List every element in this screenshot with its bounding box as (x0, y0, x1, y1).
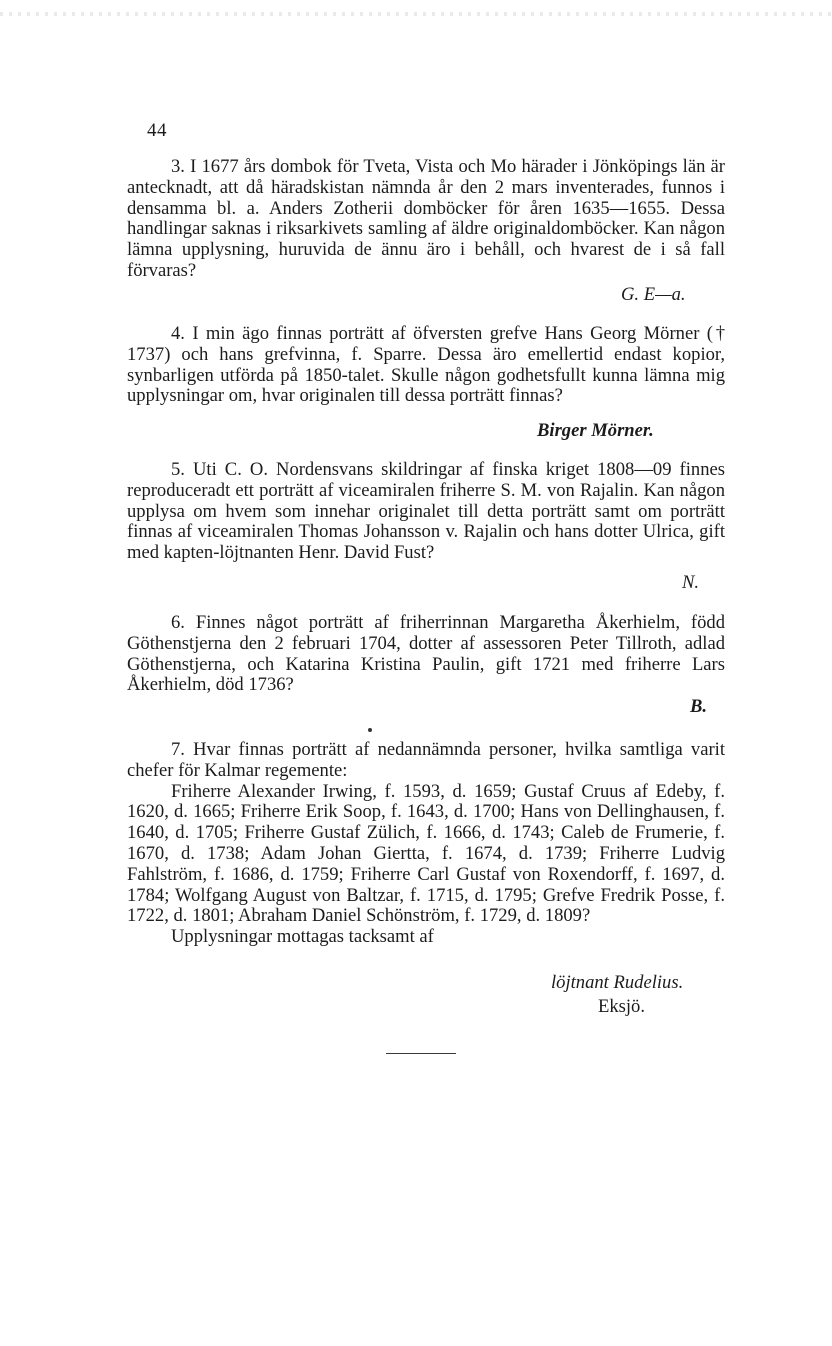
query-entry-3 (127, 157, 725, 282)
query-entry-5 (127, 460, 725, 564)
scan-edge-artifact (0, 12, 832, 16)
entry-paragraph: 7. Hvar finnas porträtt af nedannämnda personer, hvilka samtliga varit chefer för Kalmar regemente: (127, 739, 725, 781)
entry-paragraph: 6. Finnes något porträtt af friherrinnan Margaretha Åkerhielm, född Göthenstjerna den 2 februari 1704, dotter af assessoren Peter Tillroth, adlad Göthenstjerna, och Katarina Kristina Paulin, gift 1721 med friherre Lars Åkerhielm, död 1736? (127, 612, 725, 696)
entry-paragraph: 4. I min ägo finnas porträtt af öfversten grefve Hans Georg Mörner († 1737) och hans grefvinna, f. Sparre. Dessa äro emellertid endast kopior, synbarligen utförda på 1850-talet. Skulle någon godhetsfullt kunna lämna mig upplysningar om, hvar originalen till dessa porträtt finnas? (127, 323, 725, 407)
entry-paragraph: 3. I 1677 års dombok för Tveta, Vista och Mo härader i Jönköpings län är antecknadt, att då häradskistan nämnda år den 2 mars inventerades, funnos i densamma bl. a. Anders Zotherii domböcker för åren 1635—1655. Dessa handlingar saknas i riksarkivets samling af äldre originaldomböcker. Kan någon lämna upplysning, huruvida de ännu äro i behåll, och hvarest de i så fall förvaras? (127, 156, 725, 281)
section-divider (386, 1053, 456, 1054)
query-entry-4 (127, 324, 725, 407)
print-speck (368, 728, 372, 732)
entry-signature-3: G. E—a. (621, 284, 686, 305)
entry-paragraph: Upplysningar mottagas tacksamt af (171, 926, 434, 948)
entry-place-7: Eksjö. (598, 996, 646, 1017)
query-entry-7 (127, 740, 725, 948)
entry-signature-7: löjtnant Rudelius. (551, 972, 684, 993)
page-number: 44 (147, 120, 167, 141)
entry-signature-4: Birger Mörner. (537, 420, 654, 441)
entry-paragraph: 5. Uti C. O. Nordensvans skildringar af finska kriget 1808—09 finnes reproduceradt ett porträtt af viceamiralen friherre S. M. von Rajalin. Kan någon upplysa om hvem som innehar originalet till detta porträtt samt om porträtt finnas af viceamiralen Thomas Johansson v. Rajalin och hans dotter Ulrica, gift med kapten-löjtnanten Henr. David Fust? (127, 459, 725, 564)
entry-paragraph: Friherre Alexander Irwing, f. 1593, d. 1659; Gustaf Cruus af Edeby, f. 1620, d. 1665; Friherre Erik Soop, f. 1643, d. 1700; Hans von Dellinghausen, f. 1640, d. 1705; Friherre Gustaf Zülich, f. 1666, d. 1743; Caleb de Frumerie, f. 1670, d. 1738; Adam Johan Giertta, f. 1674, d. 1739; Friherre Ludvig Fahlström, f. 1686, d. 1759; Friherre Carl Gustaf von Roxendorff, f. 1697, d. 1784; Wolfgang August von Baltzar, f. 1715, d. 1795; Grefve Fredrik Posse, f. 1722, d. 1801; Abraham Daniel Schönström, f. 1729, d. 1809? (127, 780, 725, 927)
query-entry-6 (127, 613, 725, 696)
entry-signature-5: N. (682, 572, 700, 593)
entry-signature-6: B. (690, 696, 708, 717)
